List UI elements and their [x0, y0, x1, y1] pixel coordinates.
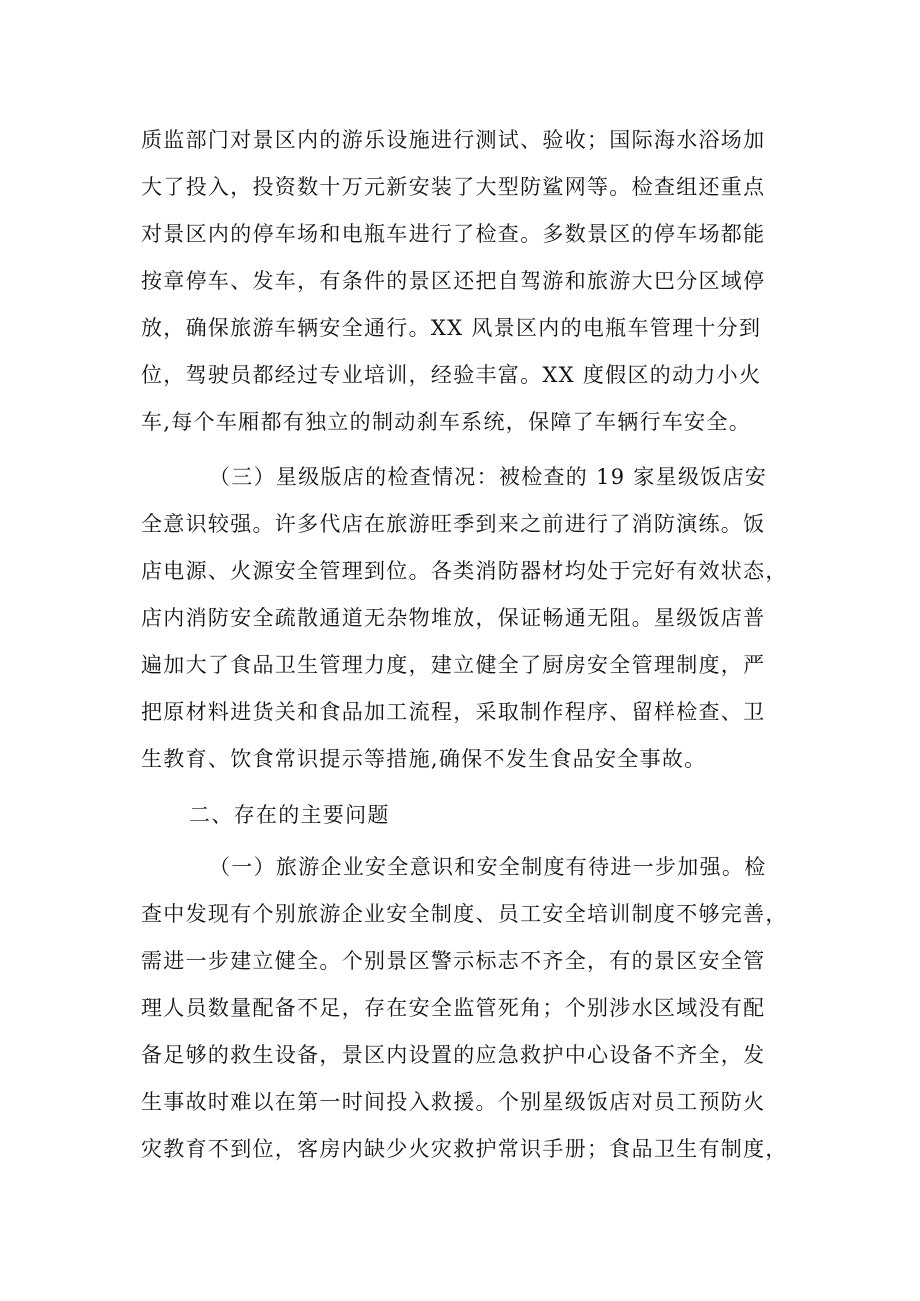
paragraph-1-line: 质监部门对景区内的游乐设施进行测试、验收；国际海水浴场加 — [141, 128, 766, 152]
paragraph-3-line: 生事故时难以在第一时间投入救援。个别星级饭店对员工预防火 — [141, 1090, 766, 1114]
paragraph-2-line: 全意识较强。许多代店在旅游旺季到来之前进行了消防演练。饭 — [141, 512, 766, 536]
paragraph-2-line: 遍加大了食品卫生管理力度，建立健全了厨房安全管理制度，严 — [141, 653, 766, 677]
paragraph-1-line: 按章停车、发车，有条件的景区还把自驾游和旅游大巴分区域停 — [141, 269, 766, 293]
paragraph-3-line: 理人员数量配备不足，存在安全监管死角；个别涉水区域没有配 — [141, 996, 766, 1020]
paragraph-2-line: 把原材料进货关和食品加工流程，采取制作程序、留样检查、卫 — [141, 700, 766, 724]
paragraph-3-line: （一）旅游企业安全意识和安全制度有待进一步加强。检 — [209, 855, 767, 879]
paragraph-1-line: 大了投入，投资数十万元新安装了大型防鲨网等。检查组还重点 — [141, 175, 766, 199]
paragraph-3-line: 备足够的救生设备，景区内设置的应急救护中心设备不齐全，发 — [141, 1043, 766, 1067]
section-heading: 二、存在的主要问题 — [189, 803, 390, 827]
paragraph-3-line: 需进一步建立健全。个别景区警示标志不齐全，有的景区安全管 — [141, 949, 766, 973]
paragraph-3-line: 查中发现有个别旅游企业安全制度、员工安全培训制度不够完善， — [141, 902, 788, 926]
paragraph-1-line: 车,每个车厢都有独立的制动刹车系统，保障了车辆行车安全。 — [141, 410, 752, 434]
paragraph-2-line: 店电源、火源安全管理到位。各类消防器材均处于完好有效状态， — [141, 559, 788, 583]
paragraph-3-line: 灾教育不到位，客房内缺少火灾救护常识手册；食品卫生有制度， — [141, 1137, 788, 1161]
paragraph-1-line: 位，驾驶员都经过专业培训，经验丰富。XX 度假区的动力小火 — [141, 363, 762, 387]
paragraph-2-line: （三）星级版店的检查情况：被检查的 19 家星级饭店安 — [209, 465, 768, 489]
paragraph-2-line: 生教育、饮食常识提示等措施,确保不发生食品安全事故。 — [141, 747, 707, 771]
paragraph-1-line: 对景区内的停车场和电瓶车进行了检查。多数景区的停车场都能 — [141, 222, 766, 246]
paragraph-1-line: 放，确保旅游车辆安全通行。XX 风景区内的电瓶车管理十分到 — [141, 316, 762, 340]
paragraph-2-line: 店内消防安全疏散通道无杂物堆放，保证畅通无阻。星级饭店普 — [141, 606, 766, 630]
